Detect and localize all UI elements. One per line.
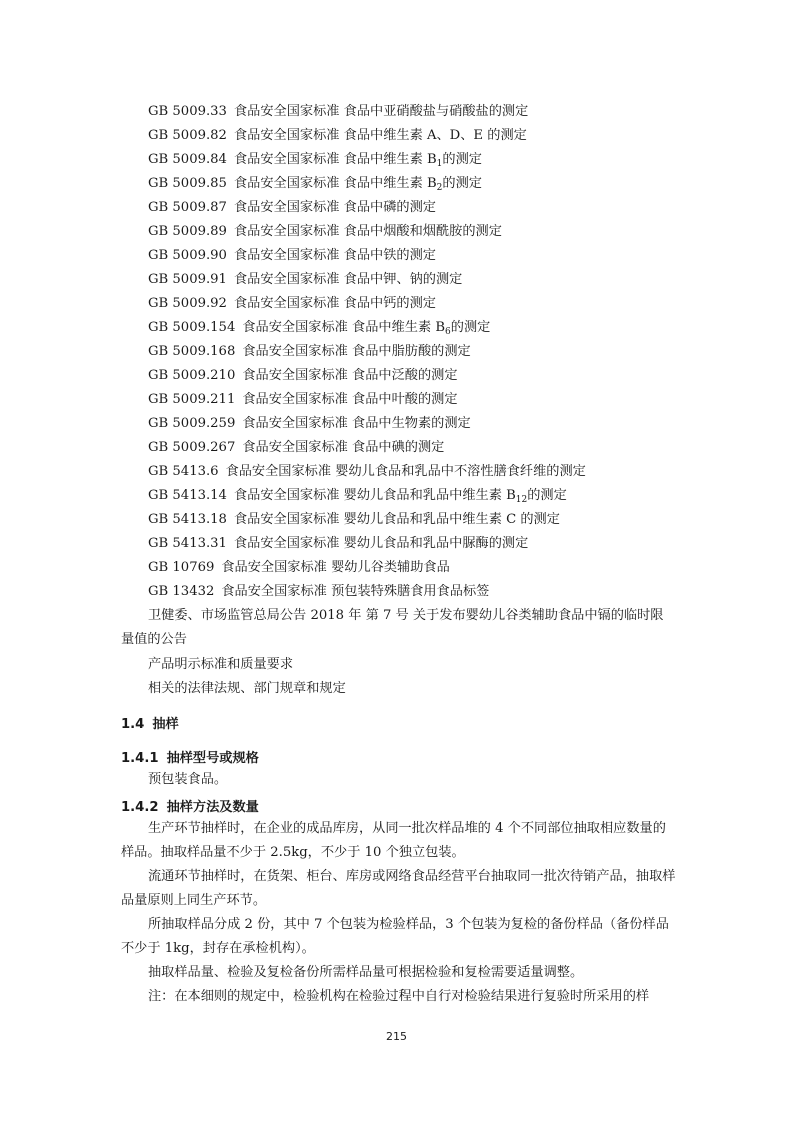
paragraph: 抽取样品量、检验及复检备份所需样品量可根据检验和复检需要适量调整。 — [148, 965, 584, 980]
standard-item: GB 5009.89 食品安全国家标准 食品中烟酸和烟酰胺的测定 — [148, 224, 502, 239]
section-heading-1-4-2: 1.4.2 抽样方法及数量 — [121, 800, 259, 815]
standard-item: GB 5413.18 食品安全国家标准 婴幼儿食品和乳品中维生素 C 的测定 — [148, 512, 560, 527]
standard-item: GB 10769 食品安全国家标准 婴幼儿谷类辅助食品 — [148, 560, 450, 575]
standard-item: GB 5009.84 食品安全国家标准 食品中维生素 $B_1$的测定 — [148, 152, 482, 169]
page-number: 215 — [386, 1030, 407, 1043]
regulations-text: 相关的法律法规、部门规章和规定 — [148, 681, 346, 696]
announcement-paragraph: 卫健委、市场监管总局公告 2018 年 第 7 号 关于发布婴幼儿谷类辅助食品中镉的临时限量值的公告 — [121, 608, 664, 647]
standard-item: GB 5009.92 食品安全国家标准 食品中钙的测定 — [148, 296, 436, 311]
standard-item: GB 5413.6 食品安全国家标准 婴幼儿食品和乳品中不溶性膳食纤维的测定 — [148, 464, 586, 479]
paragraph: 流通环节抽样时，在货架、柜台、库房或网络食品经营平台抽取同一批次待销产品，抽取样品量原则上同生产环节。 — [121, 869, 676, 908]
spec-text: 预包装食品。 — [148, 772, 228, 787]
standard-item: GB 5009.91 食品安全国家标准 食品中钾、钠的测定 — [148, 272, 463, 287]
standard-item: GB 5009.210 食品安全国家标准 食品中泛酸的测定 — [148, 368, 458, 383]
standard-item: GB 5009.168 食品安全国家标准 食品中脂肪酸的测定 — [148, 344, 471, 359]
standard-item: GB 5009.267 食品安全国家标准 食品中碘的测定 — [148, 440, 445, 455]
paragraph: 所抽取样品分成 2 份，其中 7 个包装为检验样品，3 个包装为复检的备份样品（备份样品不少于 1kg，封存在承检机构）。 — [121, 917, 669, 956]
section-heading-1-4-1: 1.4.1 抽样型号或规格 — [121, 751, 259, 766]
section-heading-1-4: 1.4 抽样 — [121, 717, 179, 732]
paragraph: 生产环节抽样时，在企业的成品库房，从同一批次样品堆的 4 个不同部位抽取相应数量的样品。抽取样品量不少于 2.5kg，不少于 10 个独立包装。 — [121, 821, 666, 860]
standard-item: GB 5413.14 食品安全国家标准 婴幼儿食品和乳品中维生素 $B_{12}$的测定 — [148, 488, 567, 505]
product-standard-text: 产品明示标准和质量要求 — [148, 657, 294, 672]
standard-item: GB 5009.87 食品安全国家标准 食品中磷的测定 — [148, 200, 436, 215]
standard-item: GB 13432 食品安全国家标准 预包装特殊膳食用食品标签 — [148, 584, 490, 599]
standard-item: GB 5009.33 食品安全国家标准 食品中亚硝酸盐与硝酸盐的测定 — [148, 104, 529, 119]
standard-item: GB 5009.85 食品安全国家标准 食品中维生素 $B_2$的测定 — [148, 176, 482, 193]
standard-item: GB 5009.211 食品安全国家标准 食品中叶酸的测定 — [148, 392, 458, 407]
paragraph: 注：在本细则的规定中，检验机构在检验过程中自行对检验结果进行复验时所采用的样 — [148, 989, 650, 1004]
standard-item: GB 5009.82 食品安全国家标准 食品中维生素 A、D、E 的测定 — [148, 128, 527, 143]
standard-item: GB 5009.154 食品安全国家标准 食品中维生素 $B_6$的测定 — [148, 320, 491, 337]
standard-item: GB 5413.31 食品安全国家标准 婴幼儿食品和乳品中脲酶的测定 — [148, 536, 529, 551]
standard-item: GB 5009.259 食品安全国家标准 食品中生物素的测定 — [148, 416, 471, 431]
standard-item: GB 5009.90 食品安全国家标准 食品中铁的测定 — [148, 248, 436, 263]
